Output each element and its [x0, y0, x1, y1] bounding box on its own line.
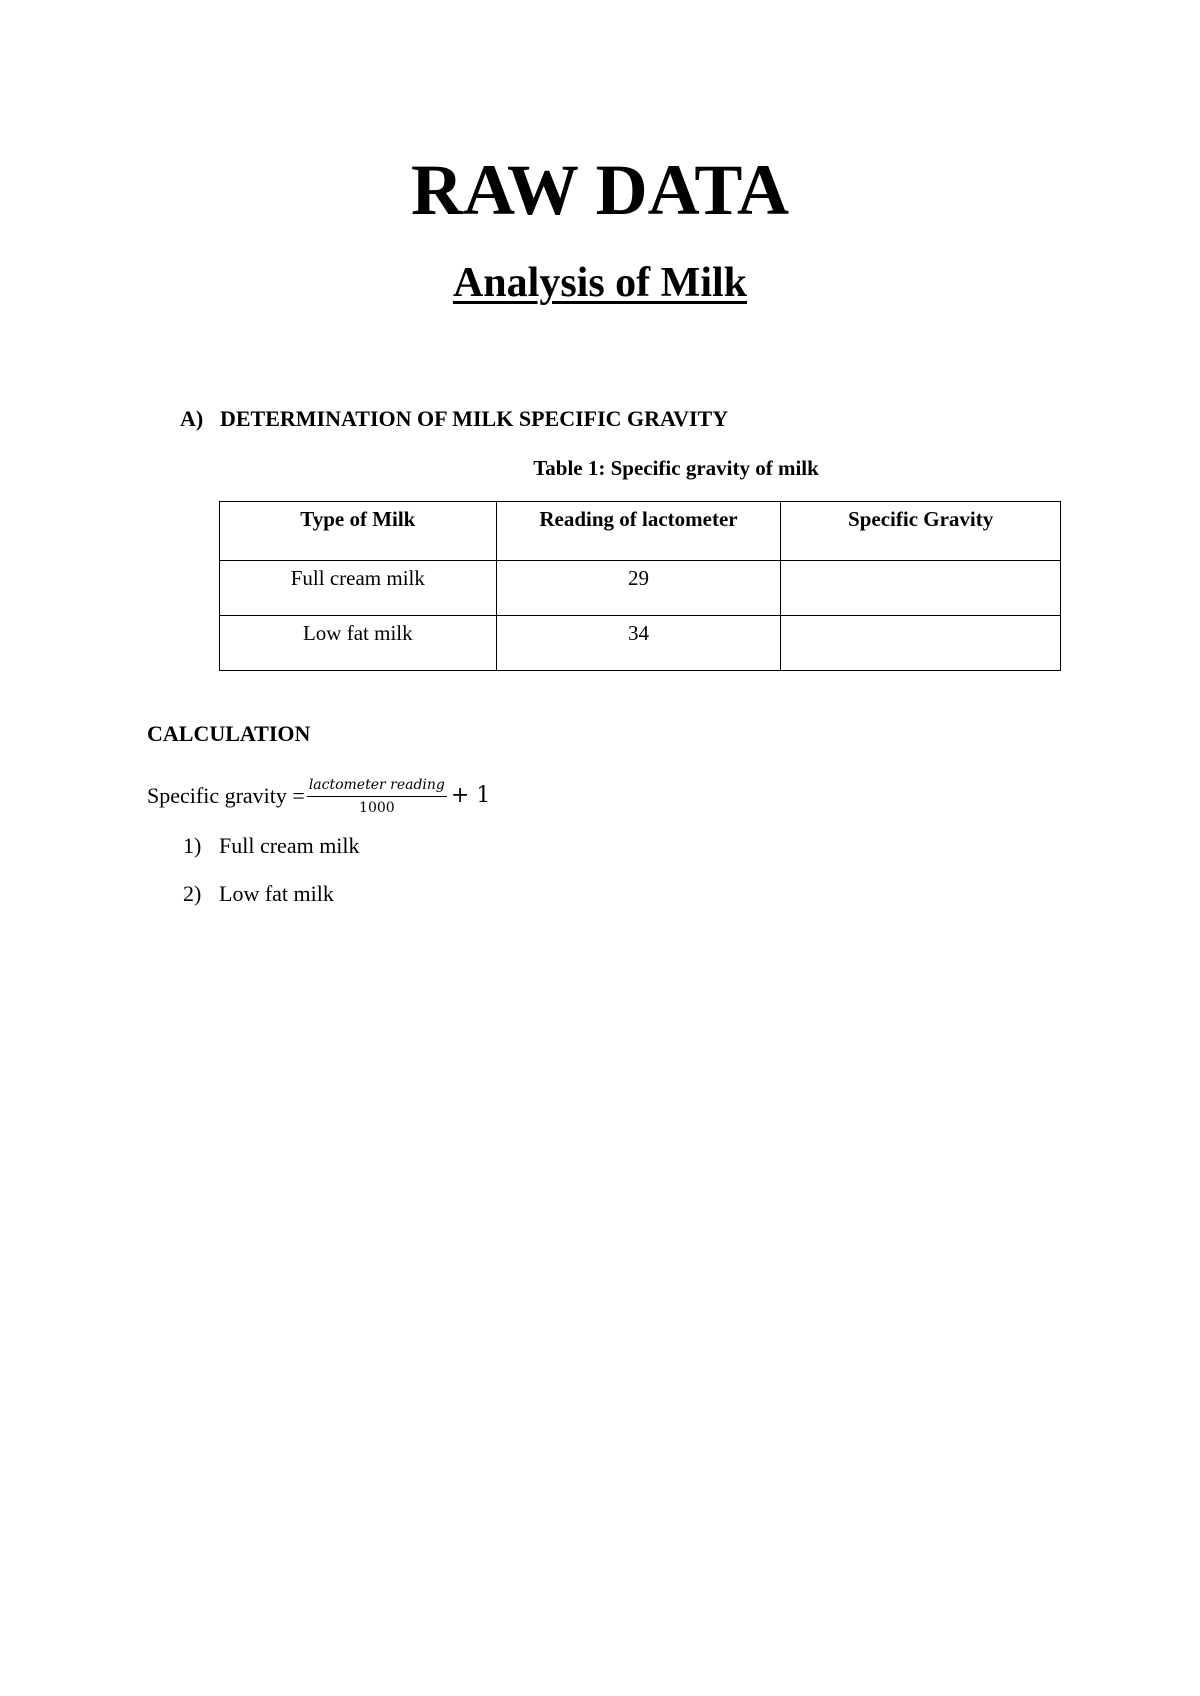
formula-lhs: Specific gravity =	[147, 783, 305, 808]
list-item	[183, 880, 334, 908]
list-item-label: Low fat milk	[219, 881, 334, 906]
section-marker: A)	[180, 406, 204, 431]
cell-lactometer-reading: 29	[496, 561, 781, 616]
page-subtitle-text: Analysis of Milk	[452, 260, 748, 306]
list-item	[183, 832, 360, 860]
page-subtitle	[0, 255, 1200, 311]
cell-specific-gravity	[781, 561, 1061, 616]
specific-gravity-formula	[147, 766, 490, 826]
list-item-marker: 1)	[183, 833, 202, 858]
section-heading-text: DETERMINATION OF MILK SPECIFIC GRAVITY	[220, 406, 729, 431]
formula-tail: + 1	[450, 783, 491, 808]
specific-gravity-table	[219, 501, 1061, 671]
formula-denominator: 1000	[359, 799, 395, 816]
calculation-heading: CALCULATION	[147, 721, 311, 746]
table-row	[220, 616, 1061, 671]
header-reading-of-lactometer: Reading of lactometer	[496, 502, 781, 561]
header-specific-gravity: Specific Gravity	[781, 502, 1061, 561]
table-row	[220, 561, 1061, 616]
formula-numerator: lactometer reading	[307, 776, 447, 797]
table-caption: Table 1: Specific gravity of milk	[533, 456, 819, 480]
table-header-row	[220, 502, 1061, 561]
list-item-label: Full cream milk	[219, 833, 360, 858]
cell-lactometer-reading: 34	[496, 616, 781, 671]
header-type-of-milk: Type of Milk	[220, 502, 497, 561]
section-heading	[180, 405, 728, 433]
list-item-marker: 2)	[183, 881, 202, 906]
formula-fraction	[307, 776, 447, 817]
cell-specific-gravity	[781, 616, 1061, 671]
cell-milk-type: Low fat milk	[220, 616, 497, 671]
page-title: RAW DATA	[410, 150, 790, 230]
cell-milk-type: Full cream milk	[220, 561, 497, 616]
